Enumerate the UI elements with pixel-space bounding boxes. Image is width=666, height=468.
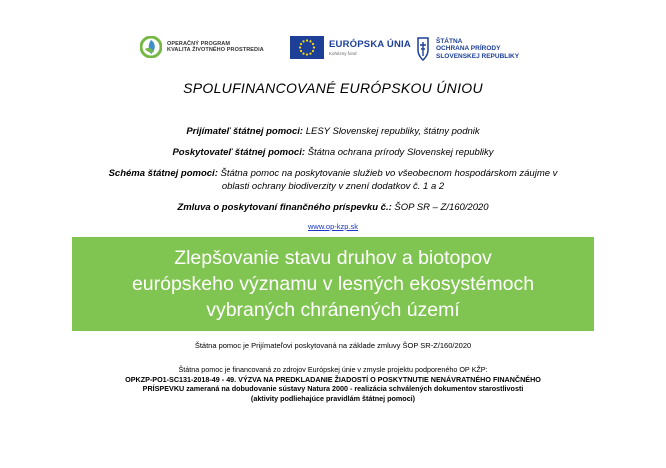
scheme-label: Schéma štátnej pomoci: [108,168,218,179]
sop-sr-emblem-icon [415,36,431,62]
cofinancing-headline: SPOLUFINANCOVANÉ EURÓPSKOU ÚNIOU [183,80,483,96]
op-kzp-link[interactable]: www.op-kzp.sk [307,222,358,231]
scheme-row [0,167,666,193]
contract-value: ŠOP SR – Z/160/2020 [394,202,489,213]
contract-note: Štátna pomoc je Prijímateľovi poskytovaná na základe zmluvy ŠOP SR-Z/160/2020 [194,341,472,350]
op-logo-line2: KVALITA ŽIVOTNÉHO PROSTREDIA [167,47,264,53]
provider-row [0,147,666,158]
eu-logo [290,36,411,59]
contract-row [0,202,666,213]
eu-logo-title: EURÓPSKA ÚNIA [329,39,411,50]
eu-flag-icon [290,36,324,59]
sop-logo-line1: ŠTÁTNA [436,37,463,45]
provider-label: Poskytovateľ štátnej pomoci: [172,147,306,158]
contract-label: Zmluva o poskytovaní finančného príspevku č.: [177,202,392,213]
project-title-banner [72,237,594,331]
banner-line3: vybraných chránených území [206,299,460,321]
sop-sr-logo [415,36,519,62]
funding-footer [0,365,666,403]
eu-logo-subtitle: Kohézny fond [329,51,357,56]
provider-value: Štátna ochrana prírody Slovenskej republiky [307,147,494,158]
sop-logo-line3: SLOVENSKEJ REPUBLIKY [436,52,520,60]
recipient-label: Prijímateľ štátnej pomoci: [186,126,304,137]
op-logo-line1: OPERAČNÝ PROGRAM [167,40,231,47]
recipient-row [0,126,666,137]
footer-line2: OPKZP-PO1-SC131-2018-49 - 49. VÝZVA NA PREDKLADANIE ŽIADOSTÍ O POSKYTNUTIE NENÁVRATNÉHO FINANČNÉHO [125,374,541,384]
scheme-value-1: Štátna pomoc na poskytovanie služieb vo všeobecnom hospodárskom záujme v [220,168,558,179]
sop-logo-line2: OCHRANA PRÍRODY [436,45,501,53]
footer-line3: PRÍSPEVKU zameraná na dobudovanie sústavy Natura 2000 - realizácia schválených dokumentov starostlivosti [142,384,524,393]
banner-line2: európskeho významu v lesných ekosystémoch [131,273,535,295]
footer-line1: Štátna pomoc je financovaná zo zdrojov Európskej únie v zmysle projektu podporeného OP KŽP: [178,365,488,374]
scheme-value-2: oblasti ochrany biodiverzity v znení dodatkov č. 1 a 2 [221,181,445,192]
op-leaf-icon [140,36,162,58]
logo-strip [140,36,540,66]
banner-line1: Zlepšovanie stavu druhov a biotopov [174,247,492,269]
recipient-value: LESY Slovenskej republiky, štátny podnik [305,126,480,137]
footer-line4: (aktivity podliehajúce pravidlám štátnej pomoci) [250,393,416,403]
op-kzp-logo [140,36,264,58]
